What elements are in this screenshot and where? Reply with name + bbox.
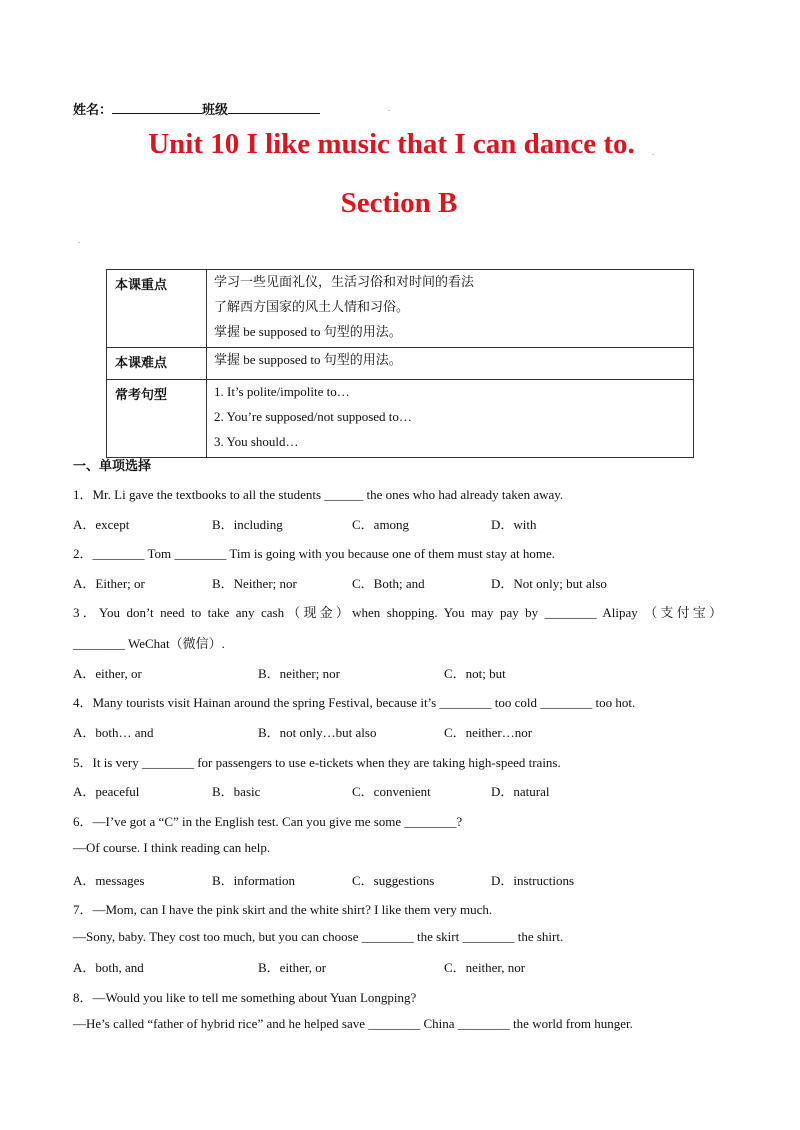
question-line: 4．Many tourists visit Hainan around the spring Festival, because it’s ________ too cold ________ too hot. [73,695,636,710]
option-c: C．not; but [444,666,506,681]
option-b: B．Neither; nor [212,576,297,591]
row-line: 了解西方国家的风土人情和习俗。 [214,299,410,314]
name-blank [112,101,202,114]
question-line: —He’s called “father of hybrid rice” and he helped save ________ China ________ the world from hunger. [73,1016,633,1031]
question-line: —Of course. I think reading can help. [73,840,271,855]
option-d: D．natural [491,784,550,799]
option-b: B．not only…but also [258,725,377,740]
page-subtitle: Section B [340,187,458,219]
option-a: A．messages [73,873,145,888]
row-line: 掌握 be supposed to 句型的用法。 [214,324,402,339]
student-info-row [73,99,320,118]
option-d: D．with [491,517,537,532]
row-line: 1. It’s polite/impolite to… [214,384,350,399]
page-title: Unit 10 I like music that I can dance to. [148,128,635,160]
name-label: 姓名： [73,102,113,117]
row-key: 本课难点 [107,348,207,380]
option-a: A．either, or [73,666,142,681]
question-line: —Sony, baby. They cost too much, but you can choose ________ the skirt ________ the shirt. [73,929,564,944]
option-c: C．Both; and [352,576,425,591]
row-value [207,270,694,348]
question-line: 5．It is very ________ for passengers to use e-tickets when they are taking high-speed trains. [73,755,561,770]
option-c: C．neither, nor [444,960,526,975]
question-line: ________ WeChat（微信）. [73,636,225,651]
option-c: C．suggestions [352,873,435,888]
option-b: B．including [212,517,283,532]
option-a: A．peaceful [73,784,140,799]
option-c: C．neither…nor [444,725,533,740]
lesson-summary-table [106,269,694,458]
row-line: 掌握 be supposed to 句型的用法。 [214,352,402,367]
option-b: B．neither; nor [258,666,340,681]
option-b: B．either, or [258,960,327,975]
row-value [207,348,694,380]
table-row [107,270,694,348]
mark-dot: . [78,236,80,245]
question-line: 6．—I’ve got a “C” in the English test. Can you give me some ________? [73,814,463,829]
option-c: C．convenient [352,784,431,799]
option-c: C．among [352,517,410,532]
option-a: A．both, and [73,960,144,975]
question-line: 7．—Mom, can I have the pink skirt and the white shirt? I like them very much. [73,902,493,917]
row-value [207,380,694,458]
row-key: 常考句型 [107,380,207,458]
row-line: 3. You should… [214,434,299,449]
option-d: D．instructions [491,873,575,888]
option-d: D．Not only; but also [491,576,607,591]
row-key: 本课重点 [107,270,207,348]
table-row [107,380,694,458]
class-blank [228,101,320,114]
section-heading: 一、单项选择 [73,458,152,473]
question-line: 1．Mr. Li gave the textbooks to all the students ______ the ones who had already taken away. [73,487,564,502]
table-row [107,348,694,380]
question-line: 8．—Would you like to tell me something about Yuan Longping? [73,990,417,1005]
mark-dot: . [388,104,390,113]
option-b: B．information [212,873,296,888]
row-line: 2. You’re supposed/not supposed to… [214,409,412,424]
option-a: A．except [73,517,130,532]
question-line: 3．You don’t need to take any cash（现金）when shopping. You may pay by ________ Alipay （支付宝） [73,605,722,620]
option-a: A．Either; or [73,576,145,591]
row-line: 学习一些见面礼仪，生活习俗和对时间的看法 [214,274,475,289]
question-line: 2．________ Tom ________ Tim is going with you because one of them must stay at home. [73,546,555,561]
mark-dot: . [652,148,654,157]
class-label: 班级 [202,102,229,117]
option-a: A．both… and [73,725,154,740]
option-b: B．basic [212,784,261,799]
